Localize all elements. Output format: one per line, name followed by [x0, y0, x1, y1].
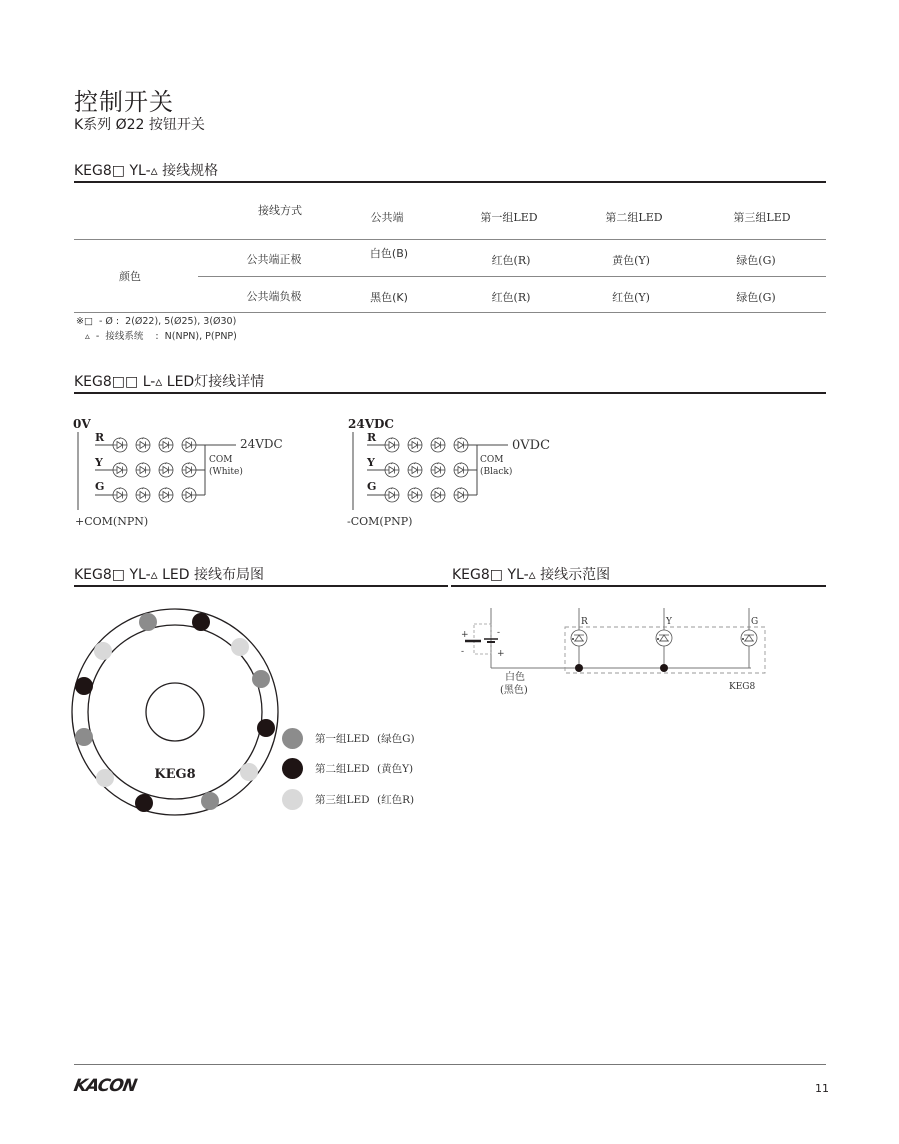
npn-supply-label: 24VDC	[240, 437, 283, 451]
battery-sign: -	[461, 647, 465, 657]
table-cell: 白色(B)	[369, 247, 409, 260]
npn-com-color: (White)	[209, 467, 243, 477]
led-icon	[182, 488, 196, 503]
npn-row-r	[95, 431, 236, 452]
legend-swatch-light	[282, 789, 303, 810]
table-note: ※□ - Ø : 2(Ø22), 5(Ø25), 3(Ø30)	[76, 316, 237, 327]
row-label: R	[367, 431, 377, 444]
switch-model-label: KEG8	[154, 767, 196, 782]
table-header-wiring-method: 接线方式	[258, 204, 302, 217]
led-icon	[136, 463, 150, 478]
wire-color-label: 白色	[505, 672, 525, 683]
led-icon	[385, 463, 399, 478]
pnp-row-y	[366, 456, 477, 477]
pnp-top-label: 24VDC	[348, 417, 394, 431]
led-icon	[113, 438, 127, 453]
legend-color-name: (红色R)	[377, 793, 415, 806]
led-dot-group2	[257, 719, 275, 737]
legend-color-name: (绿色G)	[377, 732, 415, 745]
wire-color-alt-label: (黑色)	[500, 685, 528, 696]
table-cell: 绿色(G)	[736, 254, 776, 267]
led-dot-group2	[75, 677, 93, 695]
legend-item	[282, 757, 413, 779]
battery-sign: +	[461, 630, 469, 640]
led-dot-group3	[94, 642, 112, 660]
legend-label: 第一组LED	[315, 732, 370, 745]
section-title-wiring-example: KEG8□ YL-▵ 接线示范图	[452, 567, 611, 583]
led-icon	[408, 463, 422, 478]
led-icon	[454, 438, 468, 453]
led-icon	[385, 488, 399, 503]
led-dot-group1	[201, 792, 219, 810]
led-icon	[113, 488, 127, 503]
table-header-group3: 第三组LED	[733, 211, 791, 224]
led-label: G	[751, 617, 759, 627]
section-rule	[74, 585, 448, 587]
led-icon	[159, 463, 173, 478]
section-rule	[451, 585, 826, 587]
led-dot-group1	[75, 728, 93, 746]
led-r-icon	[571, 630, 587, 646]
led-icon	[113, 463, 127, 478]
led-dot-group2	[135, 794, 153, 812]
pnp-led-diagram	[345, 412, 585, 532]
led-icon	[182, 438, 196, 453]
row-label: Y	[367, 456, 375, 469]
table-cell: 红色(R)	[491, 291, 531, 304]
section-title-wiring-spec: KEG8□ YL-▵ 接线规格	[74, 163, 219, 179]
led-icon	[431, 438, 445, 453]
npn-led-diagram	[70, 412, 310, 532]
legend-color-name: (黄色Y)	[377, 762, 414, 775]
table-row-group-label: 颜色	[119, 270, 141, 283]
battery-sign: +	[497, 649, 505, 659]
pnp-supply-label: 0VDC	[512, 438, 551, 453]
table-divider	[74, 312, 826, 313]
row-label: R	[95, 431, 105, 444]
battery-sign: -	[497, 628, 501, 638]
legend-item	[282, 788, 414, 810]
pnp-bottom-label: -COM(PNP)	[347, 515, 413, 528]
led-label: R	[581, 617, 588, 627]
led-g-icon	[741, 630, 757, 646]
section-rule	[74, 392, 826, 394]
table-note: ▵ - 接线系统 : N(NPN), P(PNP)	[76, 331, 237, 342]
row-label: G	[367, 480, 377, 493]
section-title-led-wiring: KEG8□□ L-▵ LED灯接线详情	[74, 374, 265, 390]
pnp-row-r	[367, 431, 508, 452]
npn-com-label: COM	[209, 455, 233, 465]
table-header-group1: 第一组LED	[480, 211, 538, 224]
table-cell: 黄色(Y)	[612, 254, 650, 267]
led-dot-group3	[96, 769, 114, 787]
led-dot-group3	[231, 638, 249, 656]
page-number: 11	[815, 1082, 829, 1095]
led-icon	[431, 488, 445, 503]
led-icon	[454, 488, 468, 503]
led-icon	[159, 488, 173, 503]
junction-dot	[660, 664, 668, 672]
legend-label: 第三组LED	[315, 793, 370, 806]
kacon-logo: KACON	[72, 1076, 138, 1096]
table-cell: 红色(Y)	[612, 291, 650, 304]
led-icon	[385, 438, 399, 453]
page-title: 控制开关	[74, 88, 174, 116]
npn-row-y	[94, 456, 205, 477]
legend-label: 第二组LED	[315, 762, 370, 775]
module-label: KEG8	[729, 682, 756, 692]
led-dot-group1	[139, 613, 157, 631]
led-dot-group1	[252, 670, 270, 688]
footer-rule	[74, 1064, 826, 1065]
led-dot-group3	[240, 763, 258, 781]
led-icon	[136, 488, 150, 503]
table-header-group2: 第二组LED	[605, 211, 663, 224]
table-divider	[198, 276, 826, 277]
table-divider	[74, 239, 826, 240]
page-subtitle: K系列 Ø22 按钮开关	[74, 117, 205, 133]
pnp-row-g	[367, 480, 477, 502]
section-rule	[74, 181, 826, 183]
pnp-com-label: COM	[480, 455, 504, 465]
table-header-common: 公共端	[370, 211, 404, 224]
led-icon	[159, 438, 173, 453]
table-cell: 黑色(K)	[370, 291, 408, 304]
led-icon	[431, 463, 445, 478]
row-label: Y	[95, 456, 103, 469]
led-icon	[454, 463, 468, 478]
table-row-label: 公共端正极	[246, 253, 302, 266]
led-label: Y	[666, 617, 672, 627]
led-icon	[182, 463, 196, 478]
npn-top-label: 0V	[73, 417, 91, 431]
table-cell: 红色(R)	[491, 254, 531, 267]
led-y-icon	[656, 630, 672, 646]
table-cell: 绿色(G)	[736, 291, 776, 304]
led-icon	[136, 438, 150, 453]
led-dot-group2	[192, 613, 210, 631]
led-icon	[408, 438, 422, 453]
led-icon	[408, 488, 422, 503]
pnp-com-color: (Black)	[480, 467, 513, 477]
led-layout-diagram	[60, 600, 290, 830]
wiring-example-diagram	[455, 600, 785, 705]
legend-swatch-black	[282, 758, 303, 779]
table-row-label: 公共端负极	[246, 290, 302, 303]
section-title-led-layout: KEG8□ YL-▵ LED 接线布局图	[74, 567, 264, 583]
row-label: G	[95, 480, 105, 493]
legend-swatch-gray	[282, 728, 303, 749]
npn-bottom-label: +COM(NPN)	[75, 515, 149, 528]
npn-row-g	[95, 480, 205, 502]
legend-item	[282, 727, 415, 749]
junction-dot	[575, 664, 583, 672]
